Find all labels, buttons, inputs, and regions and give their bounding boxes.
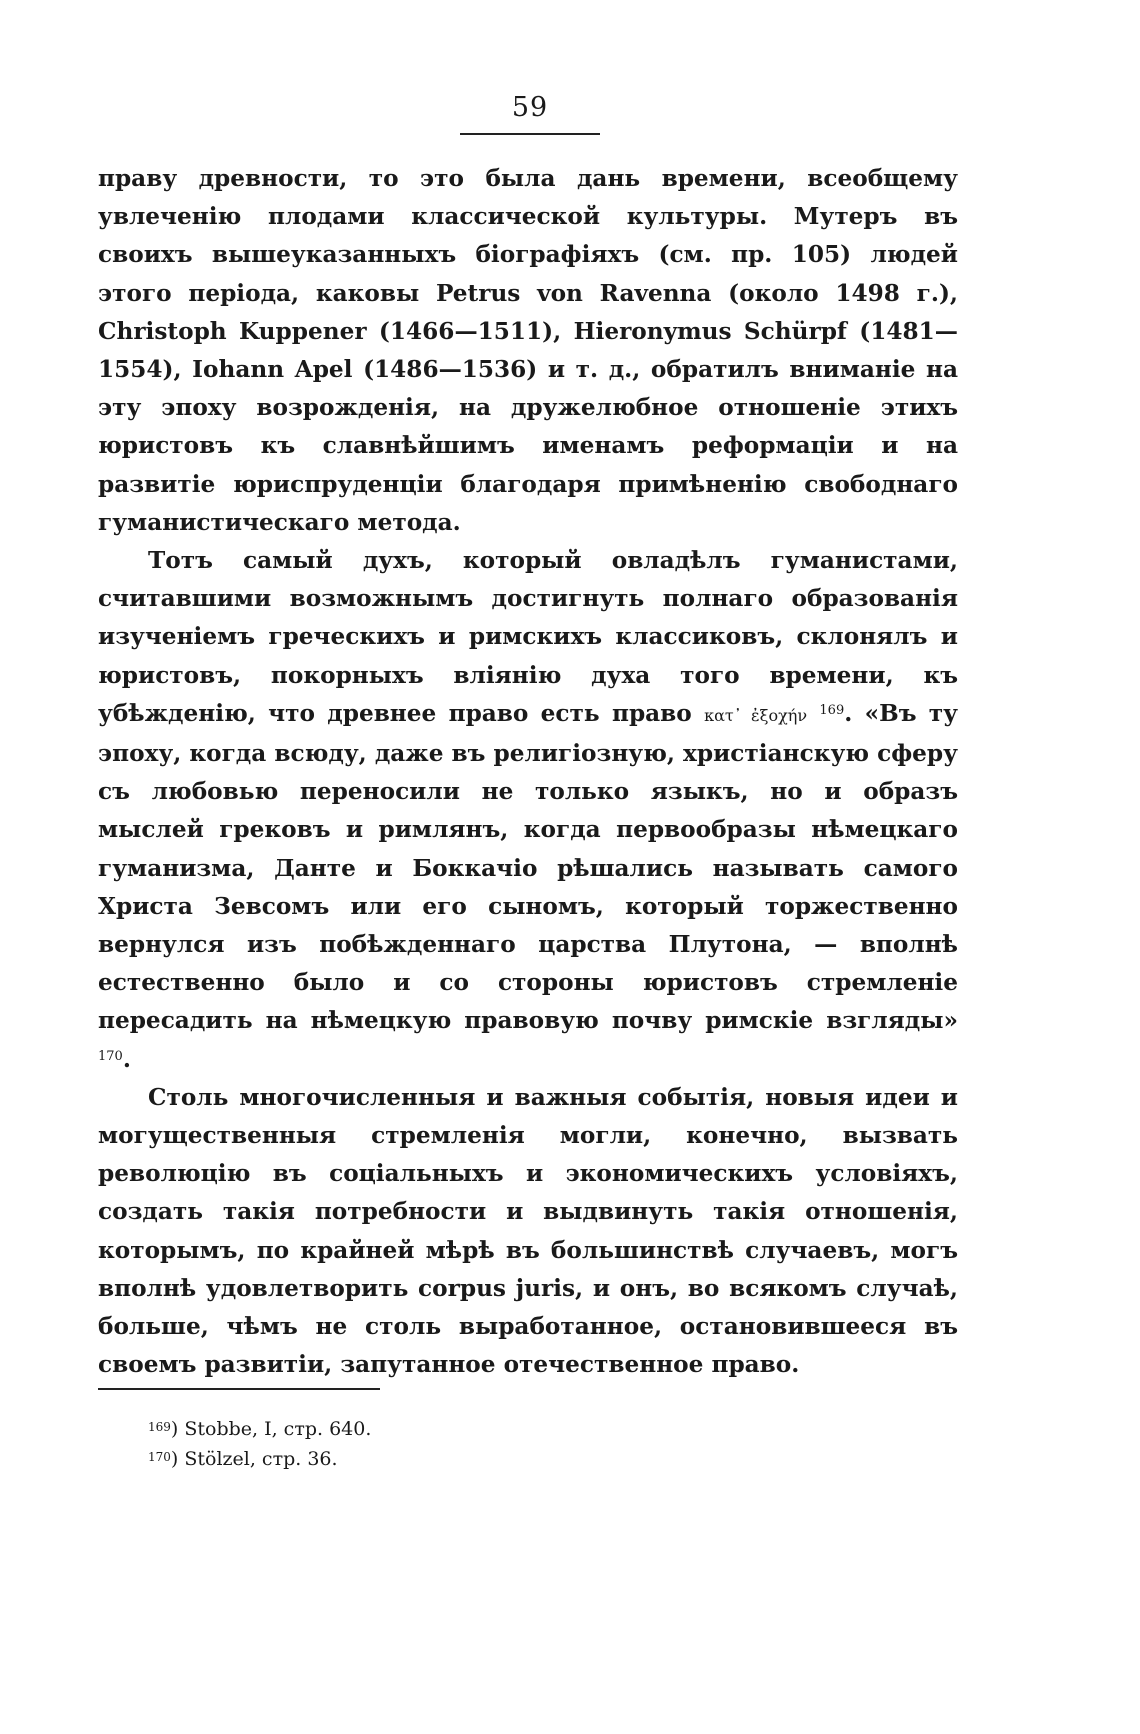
body-text bbox=[98, 160, 958, 1385]
footnote-number: 170 bbox=[148, 1450, 171, 1464]
footnote-separator bbox=[98, 1388, 380, 1390]
footnote-ref-169[interactable]: 169 bbox=[819, 702, 845, 718]
page-number: 59 bbox=[511, 92, 549, 123]
footnotes bbox=[148, 1414, 371, 1474]
paragraph-2-text-a: Тотъ самый духъ, который овладѣлъ гуманистами, считавшими возможнымъ достигнуть полнаго образованія изученіемъ греческихъ и римскихъ классиковъ, склонялъ и юристовъ, покорныхъ вліянію духа того времени, къ убѣжденію, что древнее право есть право bbox=[98, 547, 958, 727]
paragraph-2 bbox=[98, 542, 958, 1079]
paragraph-3: Столь многочисленныя и важныя событія, новыя идеи и могущественныя стремленія могли, конечно, вызвать революцію въ соціальныхъ и экономическихъ условіяхъ, создать такія потребности и выдвинуть такія отношенія, которымъ, по крайней мѣрѣ въ большинствѣ случаевъ, могъ вполнѣ удовлетворить corpus juris, и онъ, во всякомъ случаѣ, больше, чѣмъ не столь выработанное, остановившееся въ своемъ развитіи, запутанное отечественное право. bbox=[98, 1083, 958, 1379]
footnote-text: Stölzel, стр. 36. bbox=[184, 1448, 338, 1470]
footnote-170: $^{170}$) Stölzel, стр. 36. bbox=[148, 1448, 338, 1470]
paragraph-2-text-c: . bbox=[122, 1045, 131, 1073]
paragraph-1: праву древности, то это была дань времени, всеобщему увлеченію плодами классической культуры. Мутеръ въ своихъ вышеуказанныхъ біографіяхъ (см. пр. 105) людей этого періода, каковы Petrus von Ravenna (около 1498 г.), Christoph Kuppener (1466—1511), Hieronymus Schürpf (1481—1554), Iohann Apel (1486—1536) и т. д., обратилъ вниманіе на эту эпоху возрожденія, на дружелюбное отношеніе этихъ юристовъ къ славнѣйшимъ именамъ реформаціи и на развитіе юриспруденціи благодаря примѣненію свободнаго гуманистическаго метода. bbox=[98, 165, 958, 536]
footnote-text: Stobbe, I, стр. 640. bbox=[184, 1418, 372, 1440]
footnote-number: 169 bbox=[148, 1420, 171, 1434]
footnote-ref-170[interactable]: 170 bbox=[98, 1048, 123, 1064]
footnote-169: $^{169}$) Stobbe, I, стр. 640. bbox=[148, 1418, 372, 1440]
greek-phrase: κατ᾽ ἐξοχήν bbox=[704, 705, 808, 725]
page-number-rule bbox=[460, 133, 600, 135]
paragraph-2-text-b: . «Въ ту эпоху, когда всюду, даже въ религіозную, христіанскую сферу съ любовью переносили не только языкъ, но и образъ мыслей грековъ и римлянъ, когда первообразы нѣмецкаго гуманизма, Данте и Боккачіо рѣшались называть самого Христа Зевсомъ или его сыномъ, который торжественно вернулся изъ побѣжденнаго царства Плутона, — вполнѣ естественно было и со стороны юристовъ стремленіе пересадить на нѣмецкую правовую почву римскіе взгляды» bbox=[98, 699, 959, 1035]
